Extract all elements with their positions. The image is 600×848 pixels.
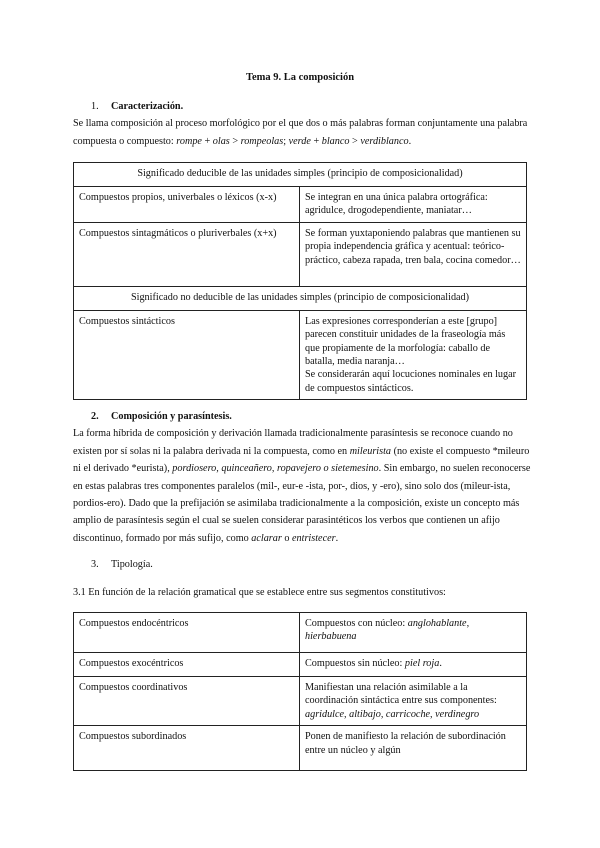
cell-text: Se considerarán aquí locuciones nominales en lugar de compuestos sintácticos.: [305, 369, 517, 394]
text-run: . Sin embargo, no suelen reconocerse en estas palabras tres componentes paralelos (mil-, eur-e -ista, por-, dios, y -ero), sino solo dos (mileur-ista, pordios-ero). Dado que la prefijación se asimilaba tradicionalmente a la composición, existe un concepto más amplio de parasíntesis según el cual se suelen considerar parasintéticos los verbos que contienen un afijo discontinuo, formado por más sufijo, como: [73, 463, 531, 544]
text-run: (no existe el compuesto *mileuro ni el derivado *eurista),: [73, 445, 530, 475]
table-cell-term: Compuestos sintácticos: [74, 310, 300, 399]
section-2: [73, 408, 531, 547]
subsection-3-1: 3.1 En función de la relación gramatical que se establece entre sus segmentos constitutivos:: [73, 587, 446, 598]
text-run: Manifiestan una relación asimilable a la coordinación sintáctica entre sus componentes:: [305, 682, 497, 707]
table-cell-desc: [300, 613, 527, 653]
table-header: Significado no deducible de las unidades simples (principio de composicionalidad): [74, 286, 527, 310]
table-cell-term: Compuestos propios, univerbales o léxicos (x-x): [74, 187, 300, 223]
table-row: [74, 726, 527, 771]
text-run: +: [201, 135, 213, 147]
italic-example: verde: [288, 135, 311, 147]
table-cell-term: Compuestos subordinados: [74, 726, 300, 771]
text-run: >: [349, 135, 361, 147]
table-row: [74, 613, 527, 653]
text-run: +: [310, 135, 322, 147]
text-run: .: [408, 135, 412, 147]
section-number: 2.: [91, 411, 99, 422]
text-run: ;: [283, 135, 289, 147]
table-row: [74, 187, 527, 223]
italic-example: pordiosero, quinceañero, ropavejero o sietemesino: [172, 463, 379, 475]
table-cell-desc: [300, 653, 527, 677]
page-title: Tema 9. La composición: [245, 72, 355, 83]
section-2-paragraph: [73, 425, 531, 547]
table-row: [74, 653, 527, 677]
italic-example: piel roja: [404, 658, 440, 669]
text-run: .: [335, 532, 339, 544]
italic-example: aclarar: [251, 532, 282, 544]
section-1: [73, 98, 531, 150]
section-1-paragraph: [73, 115, 531, 150]
cell-text: Las expresiones corresponderían a este [grupo] parecen constituir unidades de la fraseología más que propiamente de la morfología: caballo de batalla, media naranja…: [305, 315, 506, 368]
section-number: 3.: [91, 559, 99, 570]
section-1-heading: [73, 98, 531, 115]
table-header: Significado deducible de las unidades simples (principio de composicionalidad): [74, 163, 527, 187]
table-row: [74, 222, 527, 286]
text-run: Compuestos sin núcleo:: [305, 658, 405, 669]
table-row: [74, 310, 527, 399]
italic-example: rompeolas: [240, 135, 284, 147]
italic-example: verdiblanco: [360, 135, 409, 147]
section-2-heading: [73, 408, 531, 425]
table-cell-term: Compuestos coordinativos: [74, 677, 300, 726]
table-cell-desc: [300, 310, 527, 399]
table-row: [74, 677, 527, 726]
italic-example: olas: [212, 135, 230, 147]
section-heading: Tipología.: [111, 559, 153, 570]
typology-table: [73, 612, 527, 771]
table-cell-desc: Se integran en una única palabra ortográfica: agridulce, drogodependiente, maniatar…: [300, 187, 527, 223]
italic-example: rompe: [176, 135, 202, 147]
section-3-heading: [73, 556, 531, 573]
italic-example: anglohablante, hierbabuena: [305, 618, 470, 643]
text-run: Se llama composición al proceso morfológico por el que dos o más palabras forman conjuntamente una palabra compuesta o compuesto:: [73, 118, 528, 147]
text-run: La forma híbrida de composición y derivación llamada tradicionalmente parasíntesis se reconoce cuando no existen por sí solas ni la palabra derivada ni la compuesta, como en: [73, 428, 513, 457]
section-number: 1.: [91, 101, 99, 112]
section-heading: Composición y parasíntesis.: [111, 411, 232, 422]
text-run: o: [281, 532, 293, 544]
italic-example: agridulce, altibajo, carricoche, verdinegro: [305, 708, 480, 720]
text-run: >: [229, 135, 241, 147]
table-cell-term: Compuestos endocéntricos: [74, 613, 300, 653]
text-run: .: [439, 658, 442, 669]
italic-example: entristecer: [292, 532, 336, 544]
text-run: Ponen de manifiesto la relación de subordinación entre un núcleo y algún: [305, 731, 506, 756]
table-cell-term: Compuestos sintagmáticos o pluriverbales (x+x): [74, 222, 300, 286]
section-heading: Caracterización.: [111, 101, 184, 112]
table-cell-term: Compuestos exocéntricos: [74, 653, 300, 677]
table-cell-desc: Se forman yuxtaponiendo palabras que mantienen su propia independencia gráfica y acentual: teórico-práctico, cabeza rapada, tren bala, cocina comedor…: [300, 222, 527, 286]
italic-example: mileurista: [349, 445, 392, 457]
composition-table: [73, 162, 527, 400]
italic-example: blanco: [321, 135, 350, 147]
table-cell-desc: [300, 677, 527, 726]
table-cell-desc: [300, 726, 527, 771]
text-run: Compuestos con núcleo:: [305, 618, 408, 629]
